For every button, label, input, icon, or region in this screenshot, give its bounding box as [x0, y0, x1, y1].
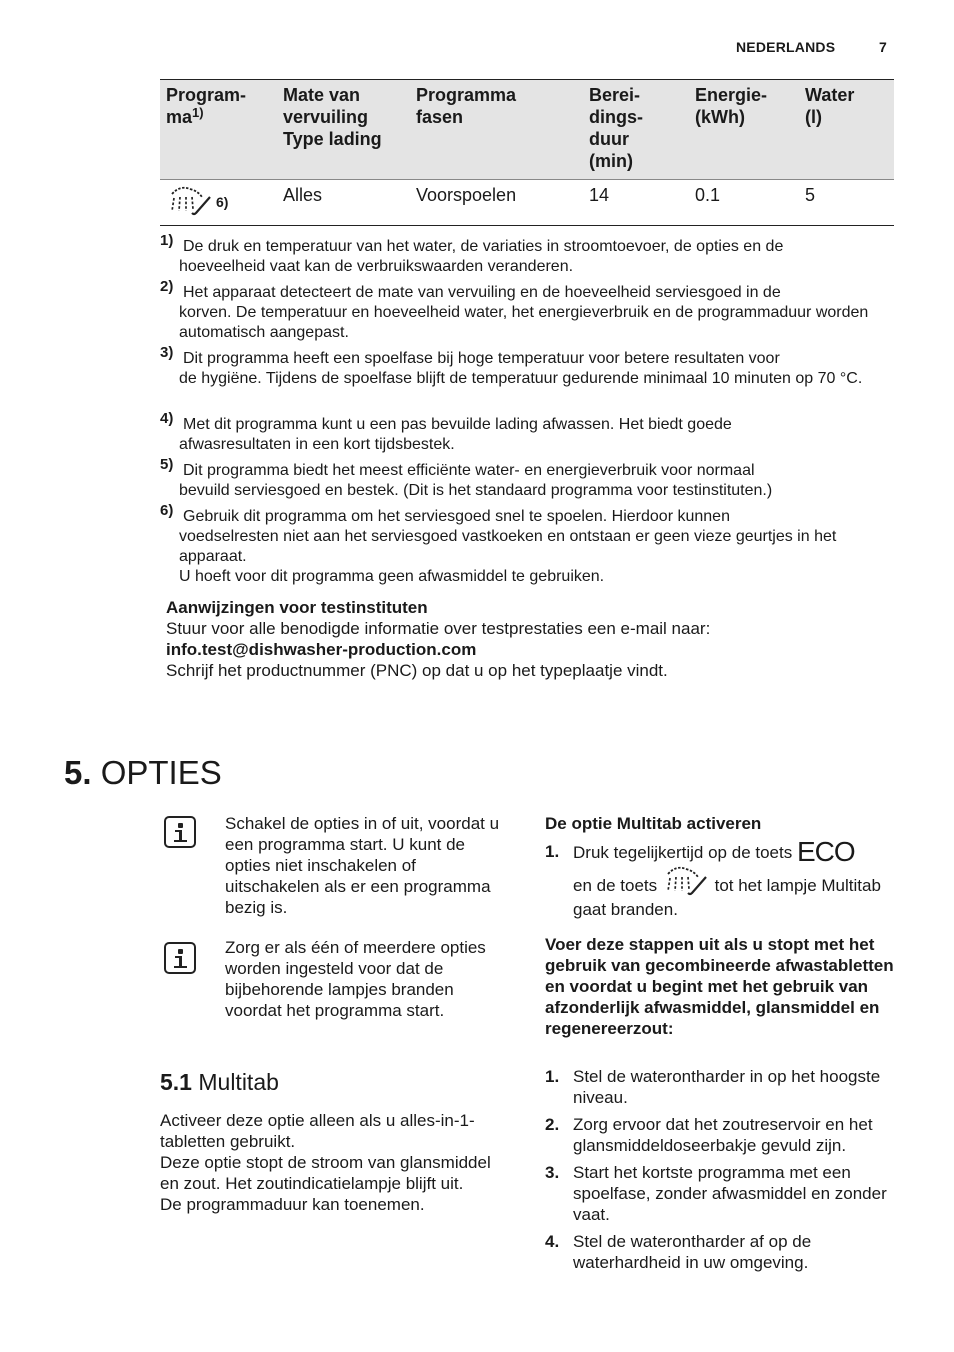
- page-number: 7: [879, 39, 887, 55]
- list-item: [545, 1114, 895, 1156]
- col-header-program-label: Program- ma: [166, 85, 247, 127]
- paragraph: Deze optie stopt de stroom van glansmiddel en zout. Het zoutindicatielampje blijft uit.: [160, 1153, 491, 1193]
- col-header-energy: Energie- (kWh): [689, 80, 799, 180]
- step-number: 4.: [545, 1232, 560, 1251]
- footnote-text: Het apparaat detecteert de mate van vervuiling en de hoeveelheid serviesgoed in de: [183, 284, 781, 301]
- footnote-number: 3): [160, 344, 174, 361]
- cell-soil: Alles: [277, 180, 410, 226]
- step-number: 3.: [545, 1163, 560, 1182]
- step-text: Druk tegelijkertijd op de toets: [573, 843, 793, 862]
- step-number: 1.: [545, 842, 560, 861]
- list-item: [545, 1162, 895, 1225]
- footnote-text-cont: voedselresten niet aan het serviesgoed vastkoeken en ontstaan er geen vieze geurtjes in het apparaat.: [179, 528, 837, 565]
- col-header-program: [160, 80, 277, 180]
- footnote-text-cont: de hygiëne. Tijdens de spoelfase blijft de temperatuur gedurende minimaal 10 minuten op 70 °C.: [179, 370, 863, 387]
- section-number: 5.: [64, 754, 92, 791]
- cell-phases: Voorspoelen: [410, 180, 583, 226]
- cell-energy: 0.1: [689, 180, 799, 226]
- footnote-text-cont: hoeveelheid vaat kan de verbruikswaarden veranderen.: [179, 258, 574, 275]
- footnote-6: [160, 502, 895, 587]
- col-header-duration: Berei- dings- duur (min): [583, 80, 689, 180]
- footnote-text: Met dit programma kunt u een pas bevuilde lading afwassen. Het biedt goede: [183, 416, 732, 433]
- header-language: NEDERLANDS: [736, 39, 836, 55]
- table-row: [160, 180, 894, 226]
- col-header-phases: Programma fasen: [410, 80, 583, 180]
- footnote-3: [160, 344, 895, 389]
- stop-steps-list: [545, 1066, 895, 1279]
- note-line: Stuur voor alle benodigde informatie over testprestaties een e-mail naar:: [166, 619, 711, 638]
- paragraph: Activeer deze optie alleen als u alles-in-1-tabletten gebruikt.: [160, 1111, 475, 1151]
- info-icon: [164, 942, 196, 974]
- footnote-number: 1): [160, 232, 174, 249]
- cell-duration: 14: [583, 180, 689, 226]
- footnote-number: 5): [160, 456, 174, 473]
- footnote-number: 6): [160, 502, 174, 519]
- list-item: [545, 1231, 895, 1273]
- footnote-4: [160, 410, 895, 455]
- info-text: Schakel de opties in of uit, voordat u een programma start. U kunt de opties niet inschakelen of uitschakelen als er een programma bezig is.: [225, 814, 500, 917]
- email-address: info.test@dishwasher-production.com: [166, 640, 477, 659]
- subsection-number: 5.1: [160, 1069, 192, 1095]
- footnote-2: [160, 278, 895, 343]
- paragraph: De programmaduur kan toenemen.: [160, 1195, 425, 1214]
- info-icon: [164, 816, 196, 848]
- footnote-text-cont: korven. De temperatuur en hoeveelheid water, het energieverbruik en de programmaduur worden automatisch aangepast.: [179, 304, 869, 341]
- step-text: Stel de waterontharder in op het hoogste niveau.: [573, 1067, 881, 1107]
- activate-step: [545, 836, 895, 922]
- footnote-text-cont: afwasresultaten in een kort tijdsbestek.: [179, 436, 455, 453]
- footnote-ref: 1): [192, 105, 204, 120]
- test-institutes-note: [166, 597, 886, 681]
- step-number: 2.: [545, 1115, 560, 1134]
- note-line: Schrijf het productnummer (PNC) op dat u op het typeplaatje vindt.: [166, 661, 668, 680]
- cell-water: 5: [799, 180, 894, 226]
- note-title: Aanwijzingen voor testinstituten: [166, 598, 428, 617]
- rinse-and-hold-icon: [662, 865, 710, 897]
- step-number: 1.: [545, 1067, 560, 1086]
- footnote-number: 4): [160, 410, 174, 427]
- activate-title: De optie Multitab activeren: [545, 814, 762, 833]
- step-text: Stel de waterontharder af op de waterhardheid in uw omgeving.: [573, 1232, 812, 1272]
- step-text: tot het lampje Multitab gaat branden.: [573, 876, 881, 919]
- rinse-and-hold-icon: [166, 185, 214, 217]
- section-title-text: OPTIES: [100, 754, 222, 791]
- section-title: [64, 753, 222, 793]
- list-item: [545, 1066, 895, 1108]
- stop-title: Voer deze stappen uit als u stopt met het gebruik van gecombineerde afwastabletten en voordat u begint met het gebruik van afzonderlijk afwasmiddel, glansmiddel en regenereerzout:: [545, 935, 894, 1038]
- footnote-ref: 6): [216, 194, 229, 210]
- footnote-text: Dit programma biedt het meest efficiënte water- en energieverbruik voor normaal: [183, 462, 755, 479]
- info-text: Zorg er als één of meerdere opties worden ingesteld voor dat de bijbehorende lampjes branden voordat het programma start.: [225, 938, 486, 1020]
- multitab-description: [160, 1110, 512, 1215]
- subsection-title-text: Multitab: [198, 1069, 279, 1095]
- cell-program: [160, 180, 277, 226]
- subsection-title: [160, 1068, 279, 1096]
- step-text: Start het kortste programma met een spoelfase, zonder afwasmiddel en zonder vaat.: [573, 1163, 887, 1224]
- footnote-1: [160, 232, 895, 277]
- table-header-row: [160, 80, 894, 180]
- footnote-number: 2): [160, 278, 174, 295]
- footnote-text: Dit programma heeft een spoelfase bij hoge temperatuur voor betere resultaten voor: [183, 350, 780, 367]
- col-header-water: Water (l): [799, 80, 894, 180]
- program-table: [160, 79, 894, 226]
- footnote-5: [160, 456, 895, 501]
- footnote-text: De druk en temperatuur van het water, de variaties in stroomtoevoer, de opties en de: [183, 238, 784, 255]
- footnote-text: Gebruik dit programma om het serviesgoed snel te spoelen. Hierdoor kunnen: [183, 508, 730, 525]
- footnote-text-cont: bevuild serviesgoed en bestek. (Dit is het standaard programma voor testinstituten.): [179, 482, 773, 499]
- eco-button-label: ECO: [796, 836, 855, 867]
- footnote-text-cont: U hoeft voor dit programma geen afwasmiddel te gebruiken.: [179, 568, 605, 585]
- col-header-soil: Mate van vervuiling Type lading: [277, 80, 410, 180]
- step-text: en de toets: [573, 876, 658, 895]
- step-text: Zorg ervoor dat het zoutreservoir en het glansmiddeldoseerbakje gevuld zijn.: [573, 1115, 873, 1155]
